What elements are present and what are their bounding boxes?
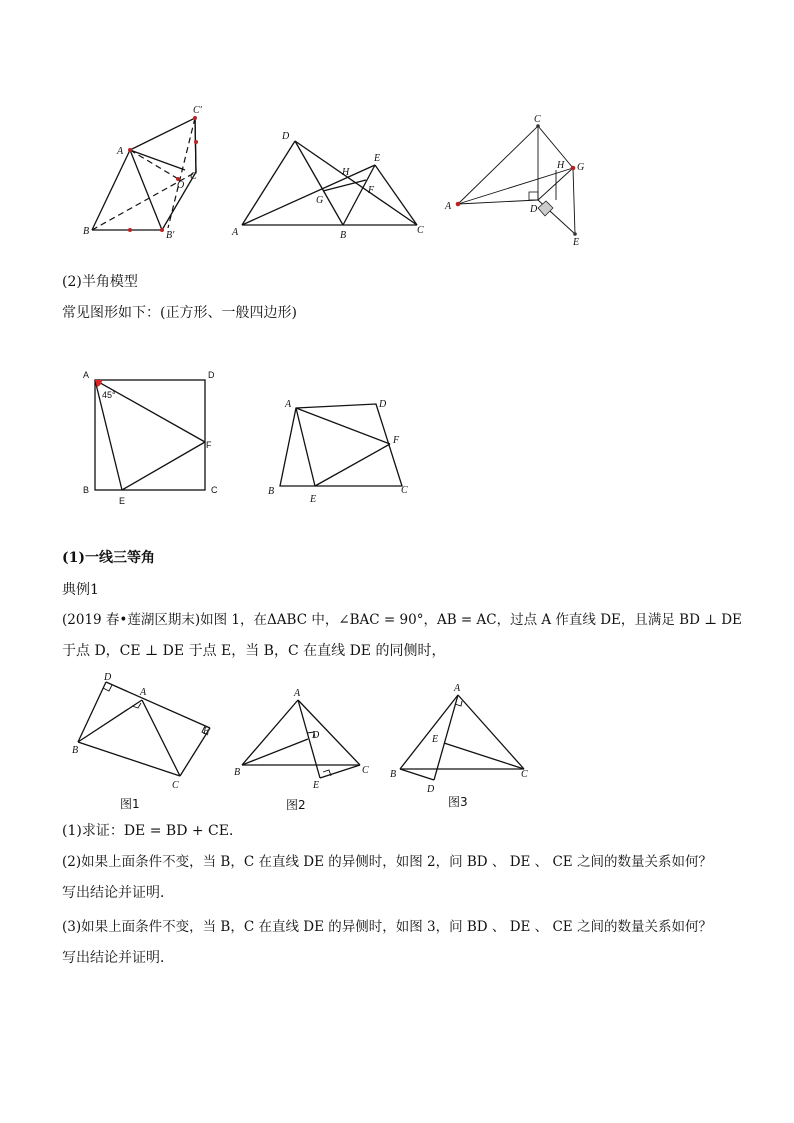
label-e: E	[203, 726, 210, 737]
problem-text-line2: 于点 D，CE ⊥ DE 于点 E，当 B，C 在直线 DE 的同侧时，	[62, 643, 446, 659]
label-c: C	[172, 780, 179, 791]
question-1: (1)求证：DE = BD + CE．	[62, 823, 243, 839]
label-g: G	[316, 195, 324, 206]
label-d: D	[427, 784, 435, 795]
label-e: E	[573, 237, 580, 248]
question-3-line2: 写出结论并证明．	[62, 950, 174, 966]
question-2-line1: (2)如果上面条件不变，当 B，C 在直线 DE 的异侧时，如图 2，问 BD 、 DE 、 CE 之间的数量关系如何？	[62, 854, 712, 870]
label-o: O	[177, 180, 185, 191]
label-d: D	[530, 204, 538, 215]
label-b: B	[340, 230, 347, 240]
label-d: D	[282, 131, 290, 142]
quadrilateral-figure	[262, 390, 422, 508]
label-d: D	[104, 672, 112, 683]
label-b: B	[234, 767, 241, 778]
top-figure-equilateral	[230, 125, 430, 240]
label-e: E	[432, 734, 439, 745]
label-d: D	[208, 370, 215, 380]
label-a: A	[294, 688, 301, 699]
label-c: C	[211, 485, 218, 495]
label-a: A	[445, 201, 452, 212]
section-heading-one-line: (1)一线三等角	[62, 550, 155, 566]
label-a: A	[83, 370, 90, 380]
half-angle-intro: 常见图形如下：(正方形、一般四边形)	[62, 305, 297, 321]
label-b: B	[83, 226, 90, 237]
question-3-line1: (3)如果上面条件不变，当 B，C 在直线 DE 的异侧时，如图 3，问 BD 、 DE 、 CE 之间的数量关系如何？	[62, 919, 712, 935]
example-label: 典例1	[62, 582, 99, 598]
label-e: E	[374, 153, 381, 164]
angle-45-label: 45°	[102, 390, 116, 400]
label-f: F	[206, 440, 212, 450]
figure-3	[382, 675, 542, 815]
label-c: C	[417, 225, 424, 236]
label-b: B	[83, 485, 90, 495]
label-d: D	[379, 399, 387, 410]
figure-2	[228, 680, 388, 815]
label-a: A	[140, 687, 147, 698]
label-b: B	[268, 486, 275, 497]
top-figure-rotation	[80, 100, 210, 240]
label-a: A	[454, 683, 461, 694]
square-figure	[75, 362, 235, 507]
label-h: H	[342, 167, 350, 178]
label-a: A	[117, 146, 124, 157]
label-h: H	[557, 160, 565, 171]
figure-2-caption: 图2	[286, 798, 306, 812]
label-c-prime: C′	[193, 105, 202, 116]
label-e: E	[310, 494, 317, 505]
label-d: D	[312, 730, 320, 741]
label-b: B	[390, 769, 397, 780]
label-a: A	[232, 227, 239, 238]
label-b: B	[72, 745, 79, 756]
problem-text-line1: (2019 春•莲湖区期末)如图 1，在ΔABC 中，∠BAC = 90°，AB = AC，过点 A 作直线 DE，且满足 BD ⊥ DE	[62, 612, 742, 628]
label-c: C	[401, 485, 408, 496]
figure-1	[62, 668, 222, 813]
label-a: A	[285, 399, 292, 410]
question-2-line2: 写出结论并证明．	[62, 885, 174, 901]
label-b-prime: B′	[166, 230, 175, 240]
figure-1-caption: 图1	[120, 797, 140, 811]
label-c: C	[190, 171, 197, 182]
label-c: C	[534, 114, 541, 125]
label-e: E	[119, 496, 126, 506]
label-f: F	[393, 435, 400, 446]
label-e: E	[313, 780, 320, 791]
label-f: F	[368, 185, 375, 196]
label-c: C	[521, 769, 528, 780]
label-g: G	[577, 162, 585, 173]
label-c: C	[362, 765, 369, 776]
figure-3-caption: 图3	[448, 795, 468, 809]
top-figure-squares	[440, 112, 600, 252]
section-heading-half-angle: (2)半角模型	[62, 274, 138, 290]
